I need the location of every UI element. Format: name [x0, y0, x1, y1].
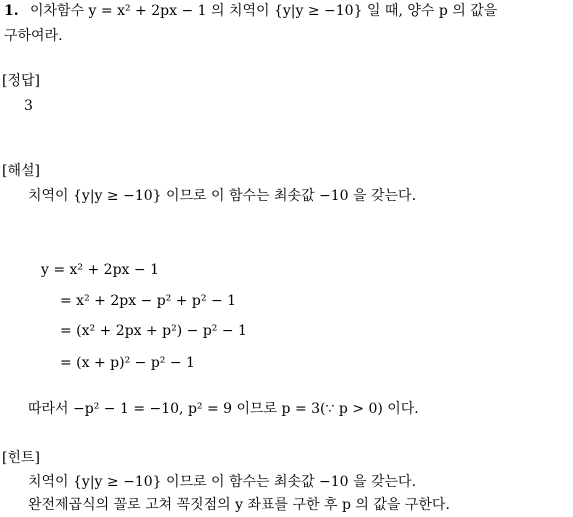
problem-stem-line1: 이차함수 y = x² + 2px − 1 의 치역이 {y|y ≥ −10} 일 때, 양수 p 의 값을	[30, 3, 498, 19]
solution-step-1: y = x² + 2px − 1	[41, 262, 159, 278]
solution-label: [해설]	[2, 163, 40, 179]
problem-stem-line2: 구하여라.	[4, 28, 63, 44]
solution-conclusion: 따라서 −p² − 1 = −10, p² = 9 이므로 p = 3(∵ p > 0) 이다.	[28, 401, 419, 417]
solution-step-3: = (x² + 2px + p²) − p² − 1	[60, 323, 247, 339]
solution-step-2: = x² + 2px − p² + p² − 1	[60, 293, 237, 309]
answer-value: 3	[24, 98, 33, 114]
hint-label: [힌트]	[2, 450, 40, 466]
answer-label: [정답]	[2, 73, 40, 89]
hint-line1: 치역이 {y|y ≥ −10} 이므로 이 함수는 최솟값 −10 을 갖는다.	[28, 474, 417, 490]
problem-number: 1.	[4, 3, 19, 19]
solution-intro: 치역이 {y|y ≥ −10} 이므로 이 함수는 최솟값 −10 을 갖는다.	[28, 188, 417, 204]
solution-step-4: = (x + p)² − p² − 1	[60, 355, 195, 371]
hint-line2: 완전제곱식의 꼴로 고쳐 꼭짓점의 y 좌표를 구한 후 p 의 값을 구한다.	[28, 497, 450, 513]
